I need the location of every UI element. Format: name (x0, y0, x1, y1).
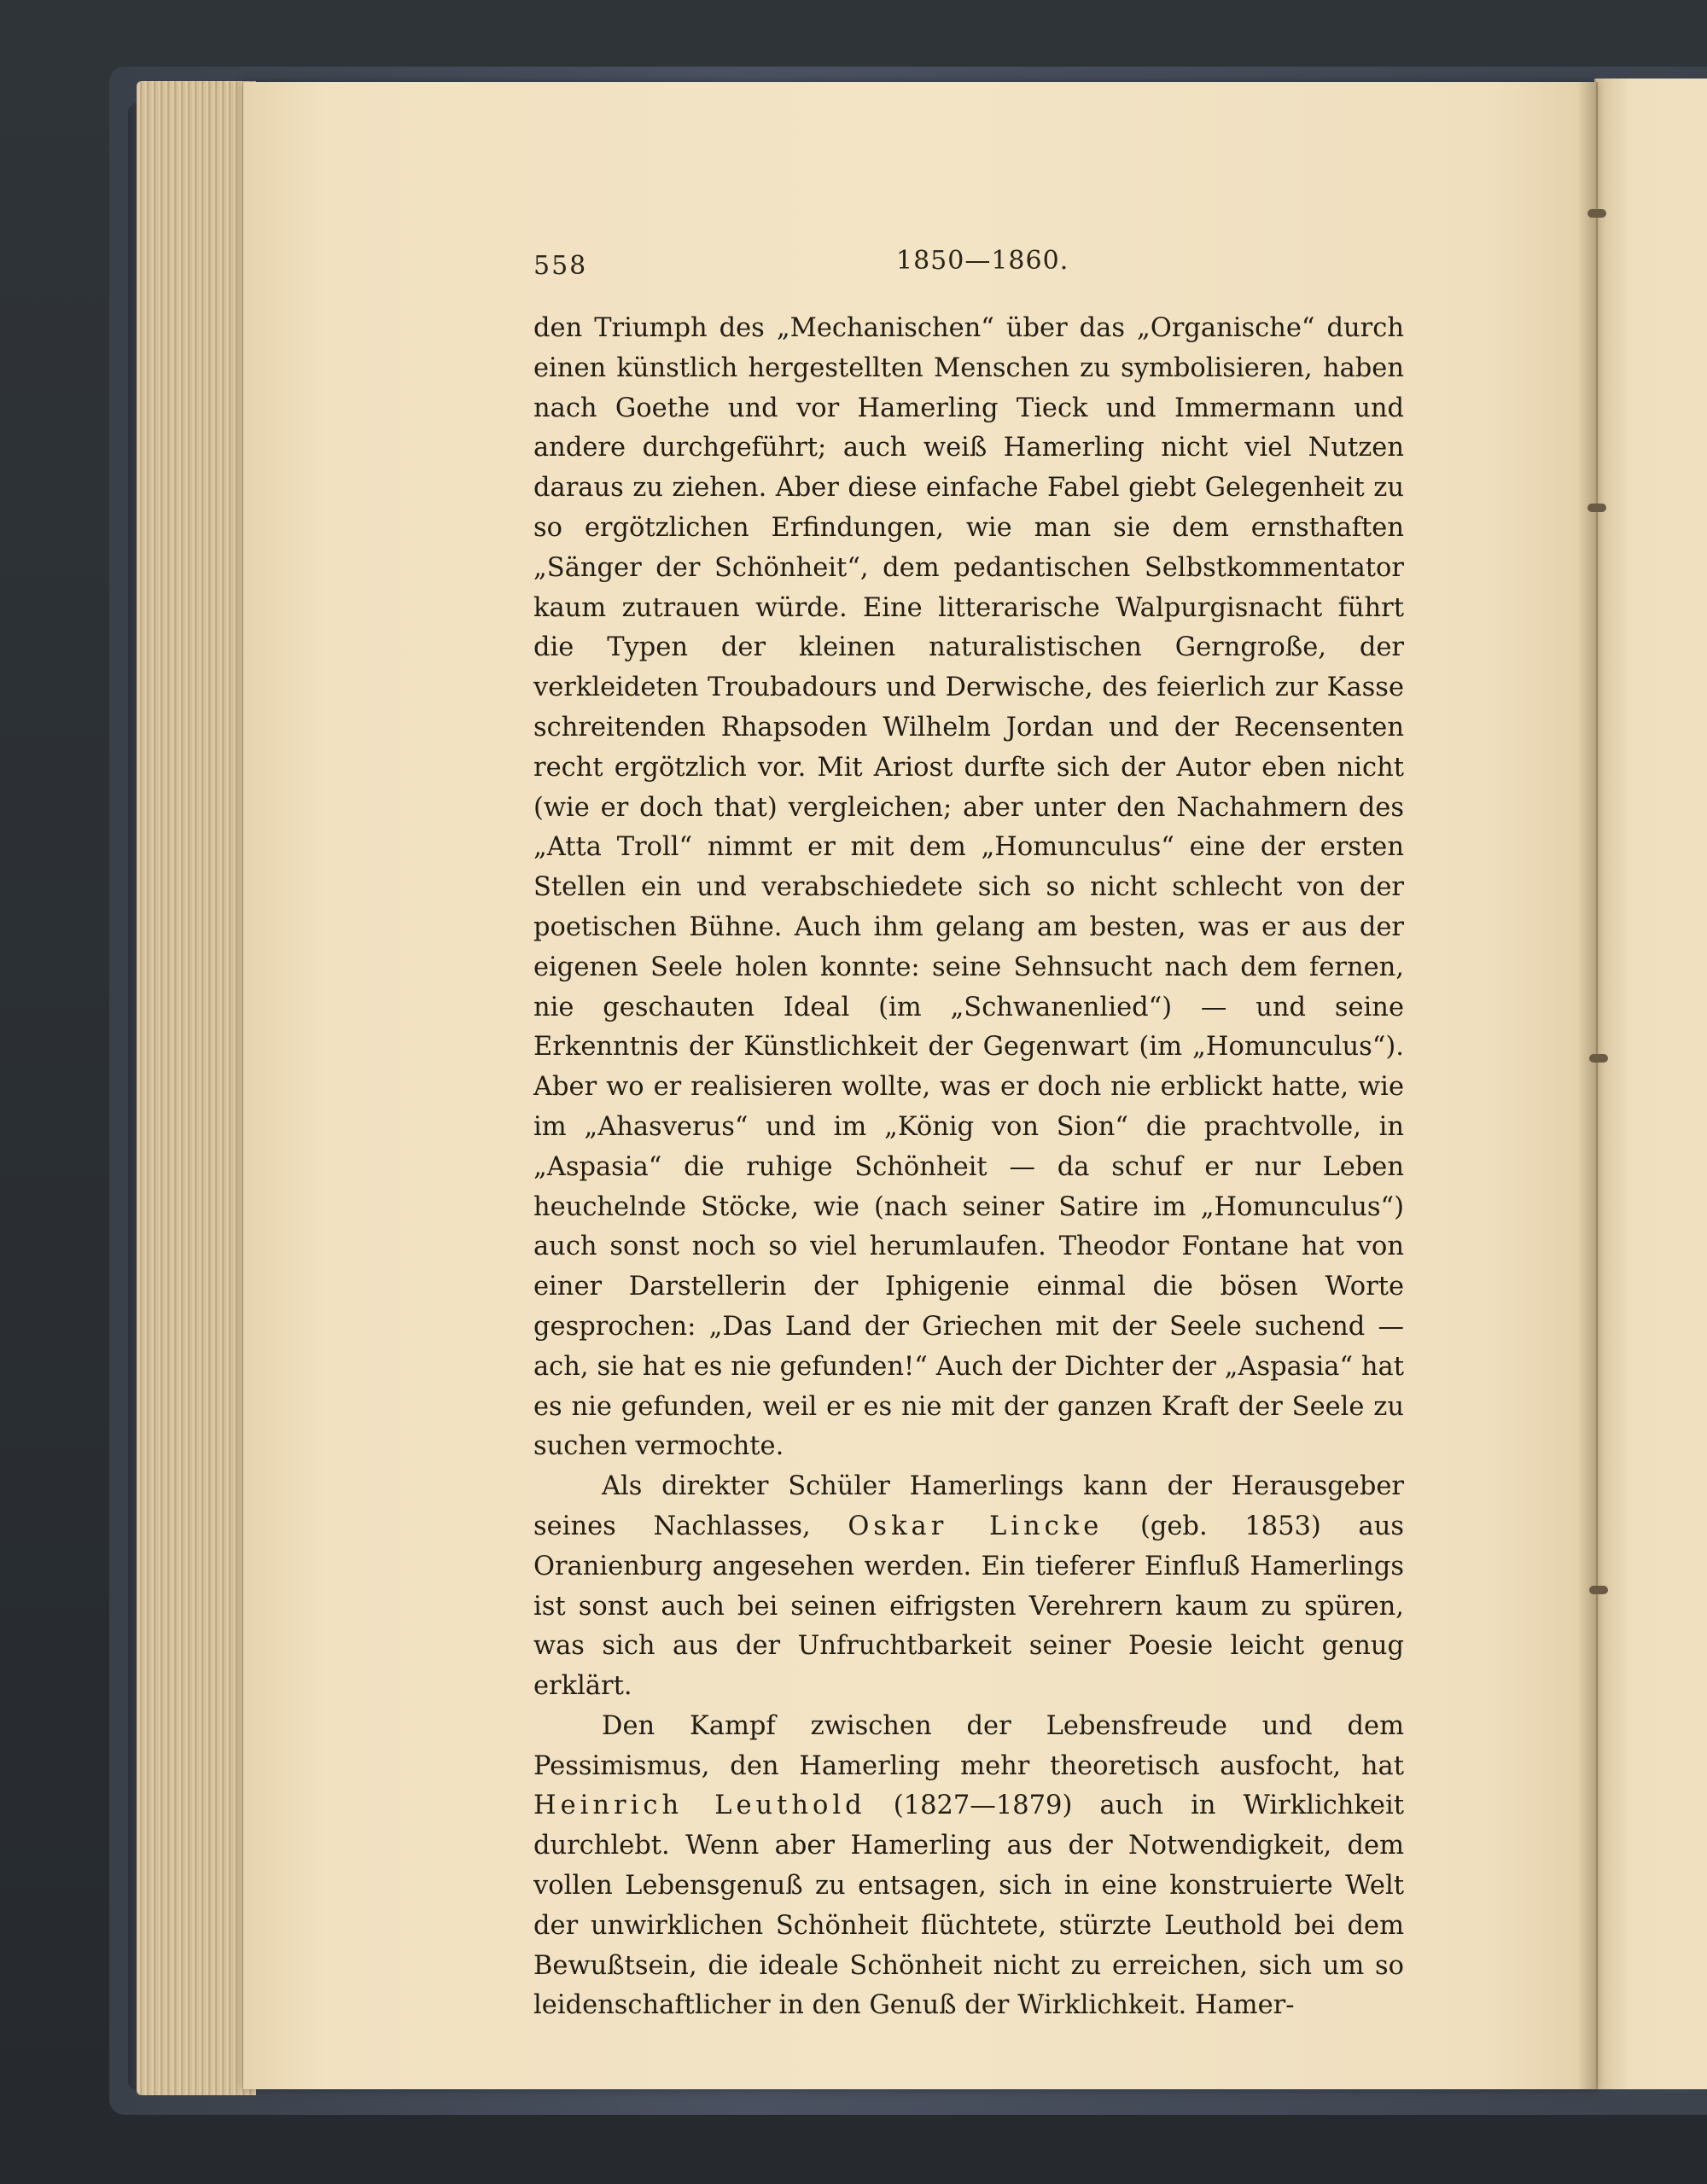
page-tab-mark-3 (1589, 1054, 1608, 1063)
page-stack-edges (137, 81, 256, 2095)
person-name-heinrich-leuthold: Heinrich Leuthold (533, 1791, 866, 1821)
text-run: Den Kampf zwischen der Lebensfreude und dem Pessimismus, den Hamerling mehr theoretisch ausfocht, hat (533, 1710, 1404, 1781)
text-run: den Triumph des „Mechanischen“ über das „Organische“ durch einen künstlich hergestellten Menschen zu symbolisieren, haben nach Goethe und vor Hamerling Tieck und Immermann und andere durchgeführt; auch weiß Hamerling nicht viel Nutzen daraus zu ziehen. Aber diese einfache Fabel giebt Gelegenheit zu so ergötzlichen Erfindungen, wie man sie dem ernsthaften „Sänger der Schönheit“, dem pedantischen Selbstkommentator kaum zutrauen würde. Eine litterarische Walpurgisnacht führt die Typen der kleinen naturalistischen Gerngroße, der verkleideten Troubadours und Derwische, des feierlich zur Kasse schreitenden Rhapsoden Wilhelm Jordan und der Recensenten recht ergötzlich vor. Mit Ariost durfte sich der Autor eben nicht (wie er doch that) vergleichen; aber unter den Nachahmern des „Atta Troll“ nimmt er mit dem „Homunculus“ eine der ersten Stellen ein und verabschiedete sich so nicht schlecht von der poetischen Bühne. Auch ihm gelang am besten, was er aus der eigenen Seele holen konnte: seine Sehnsucht nach dem fernen, nie geschauten Ideal (im „Schwanenlied“) — und seine Erkenntnis der Künstlichkeit der Gegenwart (im „Homunculus“). Aber wo er realisieren wollte, was er doch nie erblickt hatte, wie im „Ahasverus“ und im „König von Sion“ die prachtvolle, in „Aspasia“ die ruhige Schönheit — da schuf er nur Leben heuchelnde Stöcke, wie (nach seiner Satire im „Homunculus“) auch sonst noch so viel herumlaufen. Theodor Fontane hat von einer Darstellerin der Iphigenie einmal die bösen Worte gesprochen: „Das Land der Griechen mit der Seele suchend — ach, sie hat es nie gefunden!“ Auch der Dichter der „Aspasia“ hat es nie gefunden, weil er es nie mit der ganzen Kraft der Seele zu suchen vermochte. (533, 313, 1404, 1462)
text-run: (1827—1879) auch in Wirklichkeit durchlebt. Wenn aber Hamerling aus der Notwendigkeit, dem vollen Lebensgenuß zu entsagen, sich in eine konstruierte Welt der unwirklichen Schönheit flüchtete, stürzte Leuthold bei dem Bewußtsein, die ideale Schönheit nicht zu erreichen, sich um so leidenschaftlicher in den Genuß der Wirklichkeit. Hamer- (533, 1791, 1404, 2021)
page-number: 558 (533, 251, 588, 281)
text-run: Als direkter Schüler Hamerlings kann der Herausgeber seines Nachlasses, (533, 1471, 1404, 1541)
facing-page-edge (1594, 79, 1707, 2089)
page-gutter-shadow (1577, 82, 1598, 2089)
person-name-oskar-lincke: Oskar Lincke (848, 1511, 1104, 1541)
page-tab-mark-2 (1588, 504, 1606, 512)
paragraph-2 (533, 1467, 1404, 1707)
running-head: 1850—1860. (896, 246, 1069, 276)
paragraph-1 (533, 309, 1404, 1467)
page-header (533, 246, 1404, 288)
paragraph-3 (533, 1707, 1404, 2026)
page-body-text (533, 309, 1404, 2026)
text-run: (geb. 1853) aus Oranienburg angesehen werden. Ein tieferer Einfluß Hamerlings ist sonst auch bei seinen eifrigsten Verehrern kaum zu spüren, was sich aus der Unfruchtbarkeit seiner Poesie leicht genug erklärt. (533, 1511, 1404, 1702)
page-tab-mark-1 (1588, 209, 1606, 218)
page-tab-mark-4 (1589, 1586, 1608, 1594)
